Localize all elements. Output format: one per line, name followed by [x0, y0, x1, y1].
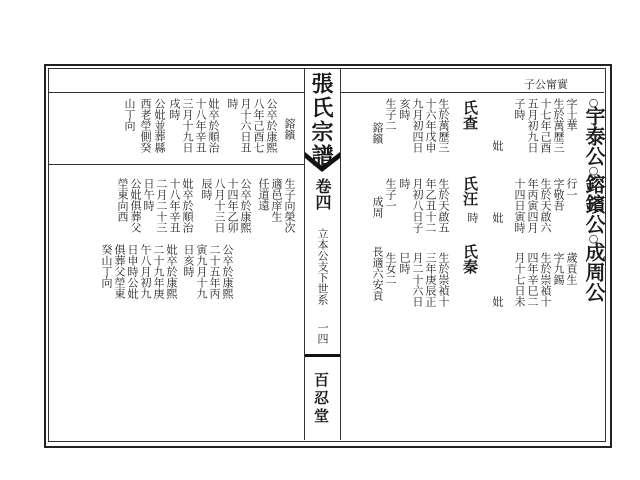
left-bot-col-4a: 公妣俱葬父	[129, 178, 142, 233]
wife-qin-line-1: 生於崇禎十	[437, 252, 450, 307]
left-top-col-3a: 妣卒於順治	[207, 98, 220, 153]
lineage-name-2: 鎔鑌公	[582, 174, 606, 234]
chengzhou-wife-heading: 妣	[491, 296, 504, 307]
left-bot-col-2a: 公卒於康熙	[239, 178, 252, 233]
zitai-line-1: 字士華	[565, 98, 578, 131]
chengzhou-line-4: 四年辛巳二	[526, 252, 539, 307]
left-top-col-4a: 西老塋側癸	[139, 98, 152, 153]
left-bot-col-3c: 二月二十三	[155, 178, 168, 233]
chengzhou-line-3: 生於崇禎十	[539, 252, 552, 307]
rongbin-wife-line: 時	[466, 212, 479, 223]
left-bot-col-5c: 寅九月十九	[195, 244, 208, 299]
spine-divider	[305, 354, 340, 358]
rongbin-line-3: 生於天啟六	[539, 178, 552, 233]
volume-label: 卷四	[313, 178, 332, 210]
rongbin-line-2: 字敬吾	[552, 178, 565, 211]
book-title: 張氏宗譜	[308, 72, 334, 168]
left-bot-col-6a: 妣卒於康熙	[165, 244, 178, 299]
left-top-col-2b: 八年己酉七	[252, 98, 265, 153]
left-bot-col-1c: 任道遠	[257, 178, 270, 211]
left-bot-col-5b: 二十五年丙	[208, 244, 221, 299]
left-top-col-1: 鎔鑌	[283, 118, 296, 140]
lineage-marker-3: ○	[587, 232, 600, 245]
left-bot-col-3b: 十八年辛丑	[168, 178, 181, 233]
zitai-line-3: 十七年己酉	[539, 98, 552, 153]
left-bot-col-6d: 日申時公妣	[126, 244, 139, 299]
rongbin-line-5: 十四日寅時	[513, 178, 526, 233]
wife-qin-line-5: 生女二	[384, 252, 397, 285]
wife-qin-line-4: 巳時	[398, 252, 411, 274]
wife-cha-surname: 氏查	[461, 100, 479, 130]
left-top-col-4b: 山丁向	[123, 98, 136, 131]
wife-wang-line-1: 生於天啟五	[437, 178, 450, 233]
left-bot-col-1b: 適邑庠生	[270, 178, 283, 222]
wife-qin-line-2: 三年庚辰正	[424, 252, 437, 307]
left-bot-col-2b: 十四年乙卯	[226, 178, 239, 233]
wife-cha-line-1: 生於萬歷三	[437, 98, 450, 153]
left-top-col-3c: 三月十九日	[181, 98, 194, 153]
left-bot-col-2c: 八月十三日	[213, 178, 226, 233]
wife-wang-surname: 氏汪	[461, 176, 479, 206]
lineage-marker-1: ○	[587, 96, 600, 109]
rongbin-line-1: 行一	[565, 178, 578, 200]
zitai-wives-heading: 妣	[491, 140, 504, 151]
section-title: 立本公支下世系	[316, 228, 329, 305]
wife-qin-line-3: 月二十六日	[411, 252, 424, 307]
left-top-col-2d: 時	[226, 98, 239, 109]
left-top-col-2a: 公卒於康熙	[265, 98, 278, 153]
chengzhou-line-5: 月十七日未	[513, 252, 526, 307]
spine-left-rule	[304, 68, 305, 440]
wife-qin-line-6: 長適六安貢	[371, 246, 384, 301]
wife-cha-line-3: 九月初四日	[411, 98, 424, 153]
lineage-name-1: 宇泰公	[582, 106, 606, 166]
left-top-col-2c: 月十六日丑	[239, 98, 252, 153]
zitai-line-5: 子時	[513, 98, 526, 120]
zitai-line-4: 五月初九日	[526, 98, 539, 153]
wife-cha-line-2: 十六年戊申	[424, 98, 437, 153]
left-header-rule	[48, 92, 304, 93]
left-bot-col-6c: 午八月初九	[139, 244, 152, 299]
left-bot-col-7b: 癸山丁向	[100, 244, 113, 288]
hall-name: 百忍堂	[312, 372, 330, 426]
lineage-marker-2: ○	[587, 164, 600, 177]
wife-qin-surname: 氏秦	[461, 244, 479, 274]
left-bot-col-5d: 日亥時	[182, 244, 195, 277]
wife-cha-line-4: 亥時	[398, 98, 411, 120]
wife-wang-line-3: 月初八日子	[411, 178, 424, 233]
wife-wang-line-6: 成周	[371, 196, 384, 218]
left-top-col-3d: 戌時	[168, 98, 181, 120]
chengzhou-line-1: 歲貢生	[565, 252, 578, 285]
zitai-line-2: 生於萬歷三	[552, 98, 565, 153]
right-header-rule	[340, 92, 604, 93]
page-number: 一四	[316, 322, 329, 344]
right-page-header: 子公甯實	[524, 78, 568, 91]
left-bot-col-7a: 俱葬父塋東	[113, 244, 126, 299]
wife-cha-line-6: 鎔鑌	[371, 122, 384, 144]
left-bot-col-3a: 妣卒於順治	[181, 178, 194, 233]
rongbin-wife-heading: 妣	[491, 212, 504, 223]
left-bot-col-5a: 公卒於康熙	[221, 244, 234, 299]
left-bot-col-2d: 辰時	[200, 178, 213, 200]
rongbin-line-4: 年丙寅四月	[526, 178, 539, 233]
lineage-name-3: 成周公	[582, 242, 606, 302]
wife-wang-line-2: 年乙丑十二	[424, 178, 437, 233]
chengzhou-line-2: 字九錫	[552, 252, 565, 285]
left-bot-col-6b: 二十九年庚	[152, 244, 165, 299]
left-top-col-extra: 公妣並葬縣	[153, 98, 166, 153]
wife-wang-line-4: 時	[398, 178, 411, 189]
left-bot-col-4b: 塋東向西	[116, 178, 129, 222]
spine-right-rule	[340, 68, 341, 440]
wife-wang-line-5: 生子一	[384, 178, 397, 211]
wife-cha-line-5: 生子二	[384, 98, 397, 131]
left-bot-col-1a: 生子向榮次	[283, 178, 296, 233]
left-top-col-3b: 十八年辛丑	[194, 98, 207, 153]
left-bot-col-3d: 日午時	[142, 178, 155, 211]
left-middle-rule	[48, 164, 304, 165]
